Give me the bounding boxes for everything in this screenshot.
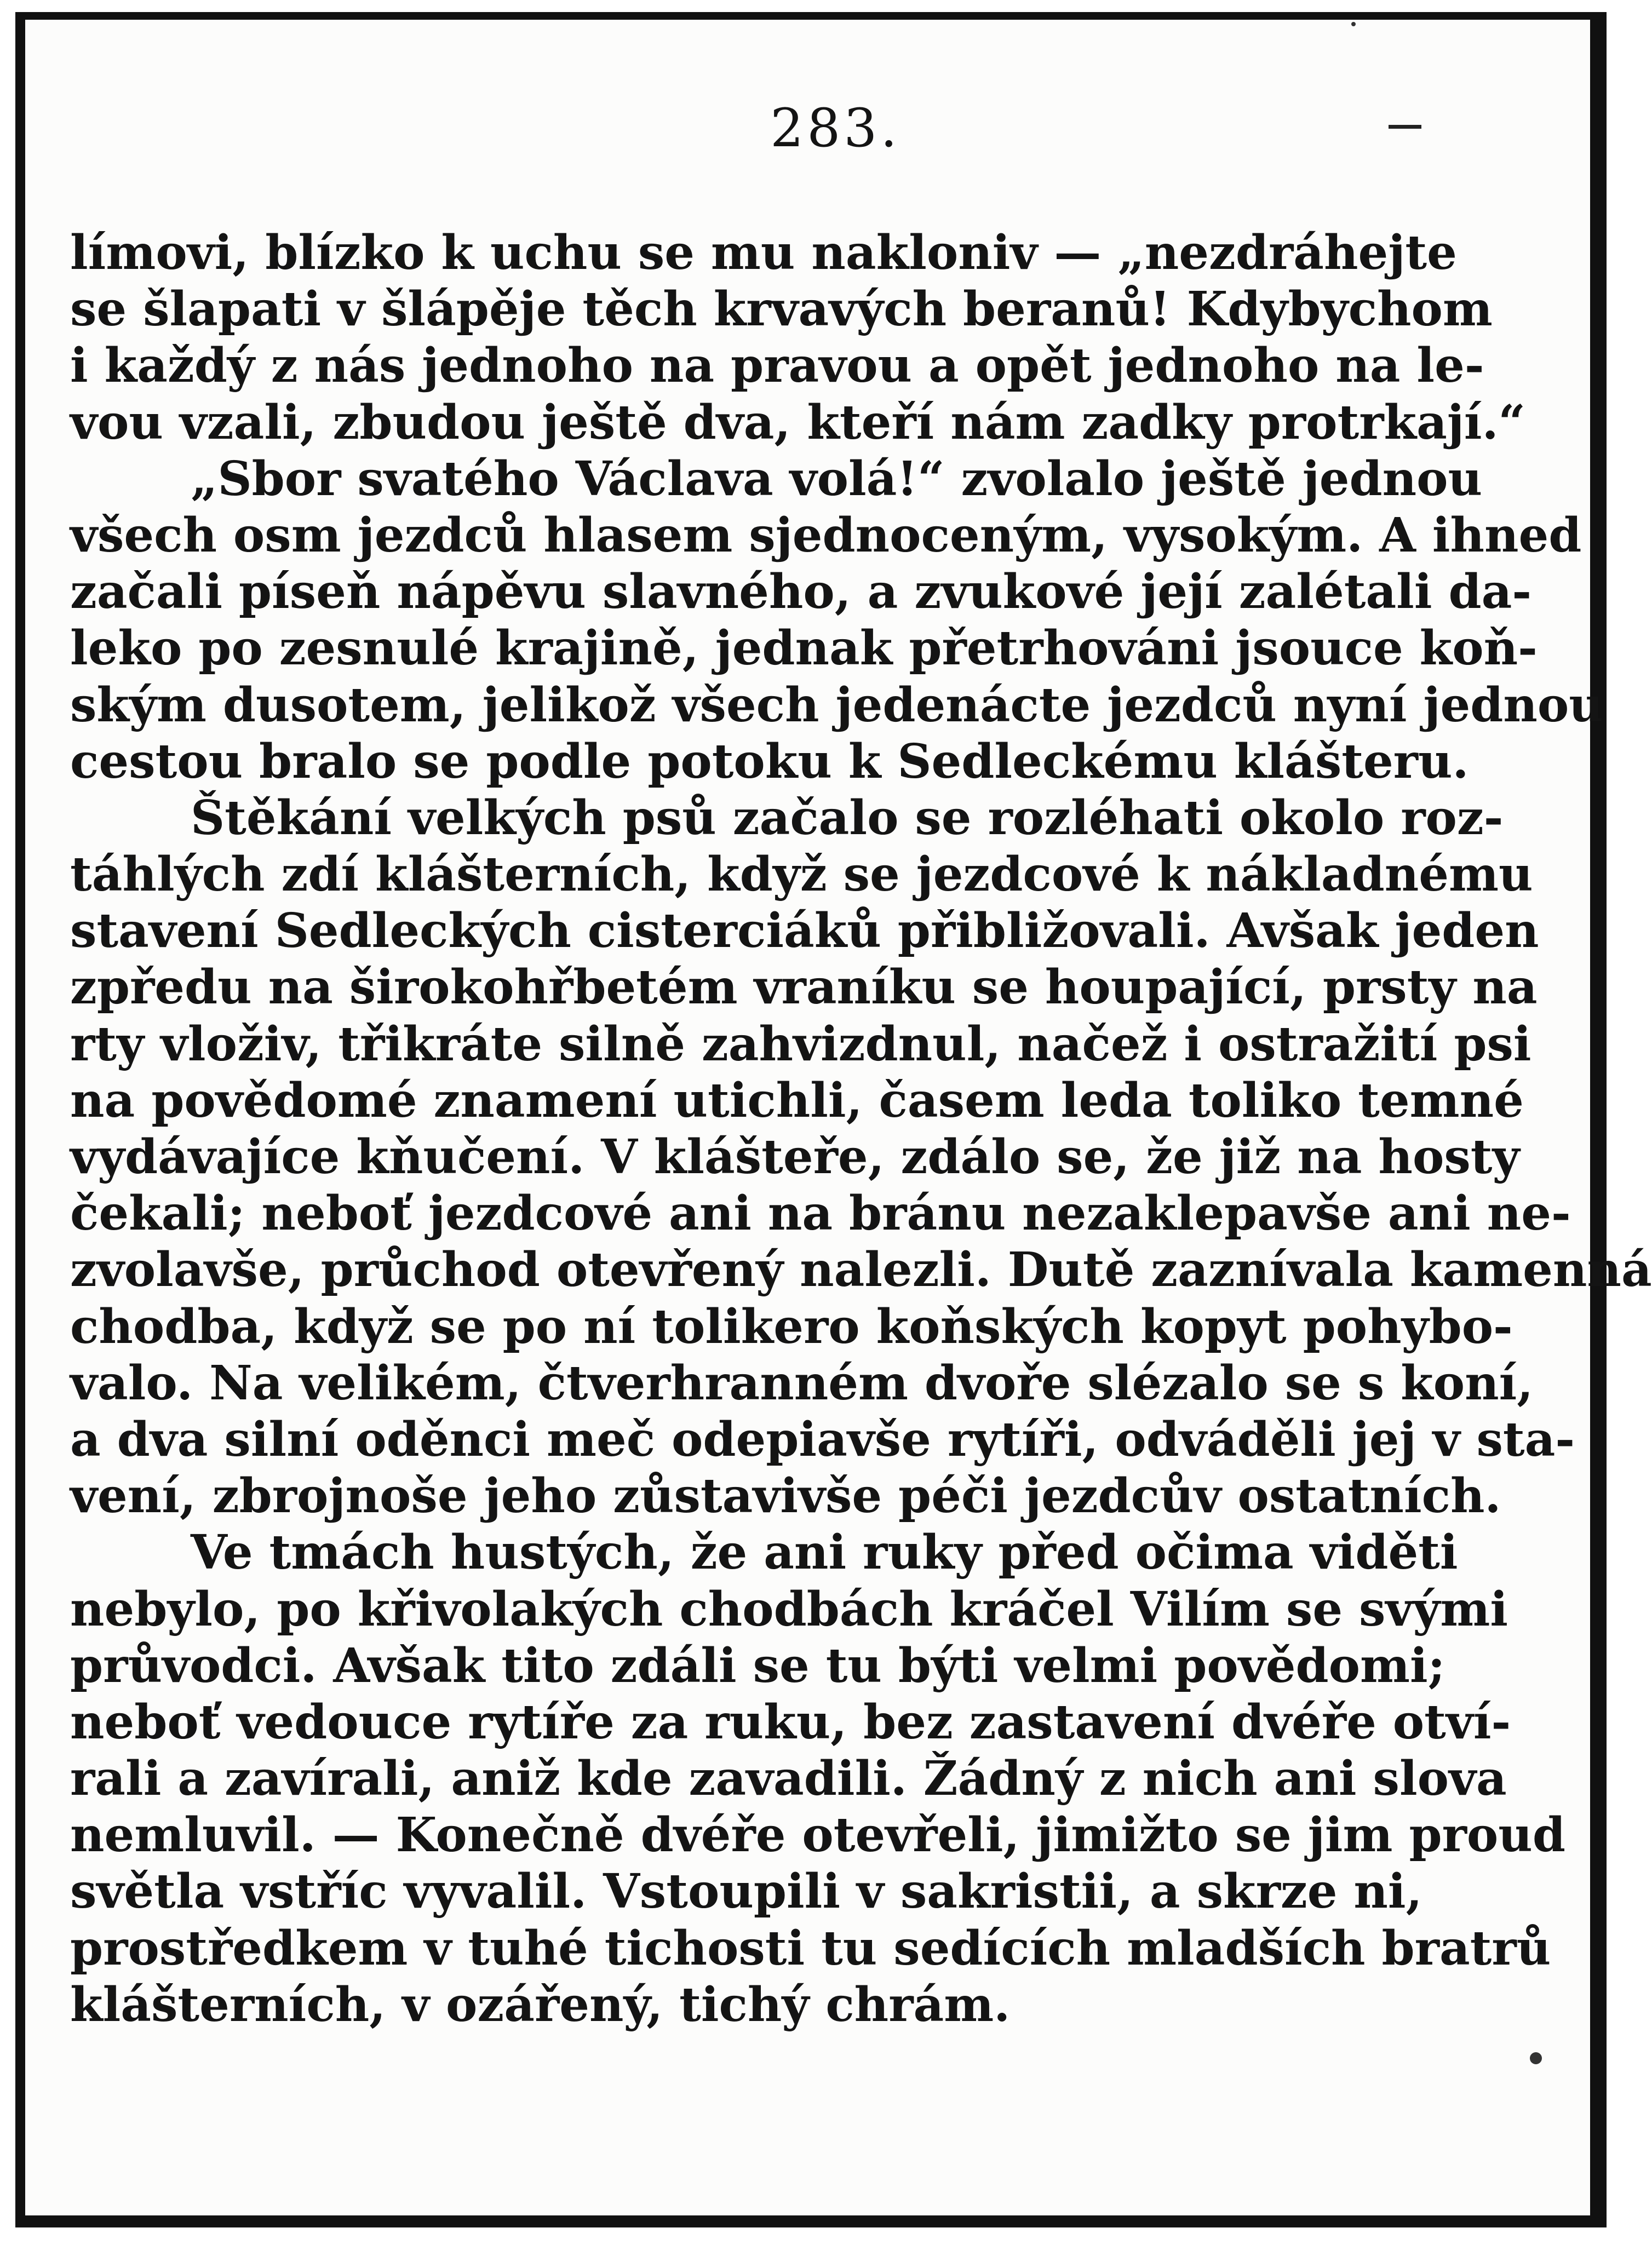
- text-line: prostředkem v tuhé tichosti tu sedících mladších bratrů: [70, 1920, 1551, 1976]
- text-line: čekali; neboť jezdcové ani na bránu nezaklepavše ani ne-: [70, 1186, 1571, 1242]
- text-line: začali píseň nápěvu slavného, a zvukové její zalétali da-: [70, 564, 1532, 620]
- text-line: zpředu na širokohřbetém vraníku se houpající, prsty na: [70, 960, 1538, 1015]
- text-line: zvolavše, průchod otevřený nalezli. Dutě zaznívala kamenná: [70, 1242, 1652, 1298]
- text-line: límovi, blízko k uchu se mu nakloniv — „nezdráhejte: [70, 225, 1457, 280]
- page-number: 283.: [770, 97, 900, 159]
- text-line: „Sbor svatého Václava volá!“ zvolalo ještě jednou: [191, 451, 1483, 507]
- text-line: Ve tmách hustých, že ani ruky před očima viděti: [191, 1525, 1458, 1581]
- text-line: nebylo, po křivolakých chodbách kráčel Vilím se svými: [70, 1581, 1508, 1637]
- text-line: se šlapati v šlápěje těch krvavých beranů! Kdybychom: [70, 282, 1493, 337]
- text-line: světla vstříc vyvalil. Vstoupili v sakristii, a skrze ni,: [70, 1864, 1422, 1920]
- text-line: průvodci. Avšak tito zdáli se tu býti velmi povědomi;: [70, 1638, 1446, 1693]
- text-line: vydávajíce kňučení. V klášteře, zdálo se, že již na hosty: [70, 1129, 1520, 1185]
- text-line: rali a zavírali, aniž kde zavadili. Žádný z nich ani slova: [70, 1751, 1507, 1807]
- text-line: leko po zesnulé krajině, jednak přetrhováni jsouce koň-: [70, 621, 1538, 676]
- ink-speck: [1351, 22, 1356, 26]
- ink-speck: [1530, 2052, 1542, 2064]
- text-line: stavení Sedleckých cisterciáků přibližovali. Avšak jeden: [70, 903, 1539, 959]
- text-line: na povědomé znamení utichli, časem leda toliko temné: [70, 1072, 1524, 1128]
- text-line: neboť vedouce rytíře za ruku, bez zastavení dvéře otví-: [70, 1694, 1511, 1750]
- text-line: vení, zbrojnoše jeho zůstavivše péči jezdcův ostatních.: [70, 1468, 1501, 1524]
- text-line: všech osm jezdců hlasem sjednoceným, vysokým. A ihned: [70, 507, 1582, 563]
- text-line: Štěkání velkých psů začalo se rozléhati okolo roz-: [191, 790, 1504, 846]
- text-line: rty vloživ, třikráte silně zahvizdnul, načež i ostražití psi: [70, 1016, 1531, 1072]
- text-line: valo. Na velikém, čtverhranném dvoře slézalo se s koní,: [70, 1355, 1534, 1411]
- text-line: i každý z nás jednoho na pravou a opět jednoho na le-: [70, 338, 1484, 394]
- text-line: ským dusotem, jelikož všech jedenácte jezdců nyní jednou: [70, 677, 1603, 733]
- text-line: klášterních, v ozářený, tichý chrám.: [70, 1977, 1011, 2032]
- text-line: chodba, když se po ní tolikero koňských kopyt pohybo-: [70, 1299, 1513, 1354]
- text-line: vou vzali, zbudou ještě dva, kteří nám zadky protrkají.“: [70, 394, 1526, 450]
- body-text: [70, 225, 1652, 2033]
- text-line: a dva silní oděnci meč odepiavše rytíři, odváděli jej v sta-: [70, 1411, 1575, 1467]
- text-line: nemluvil. — Konečně dvéře otevřeli, jimižto se jim proud: [70, 1807, 1565, 1863]
- text-line: cestou bralo se podle potoku k Sedleckému klášteru.: [70, 733, 1469, 789]
- text-line: táhlých zdí klášterních, když se jezdcové k nákladnému: [70, 847, 1533, 903]
